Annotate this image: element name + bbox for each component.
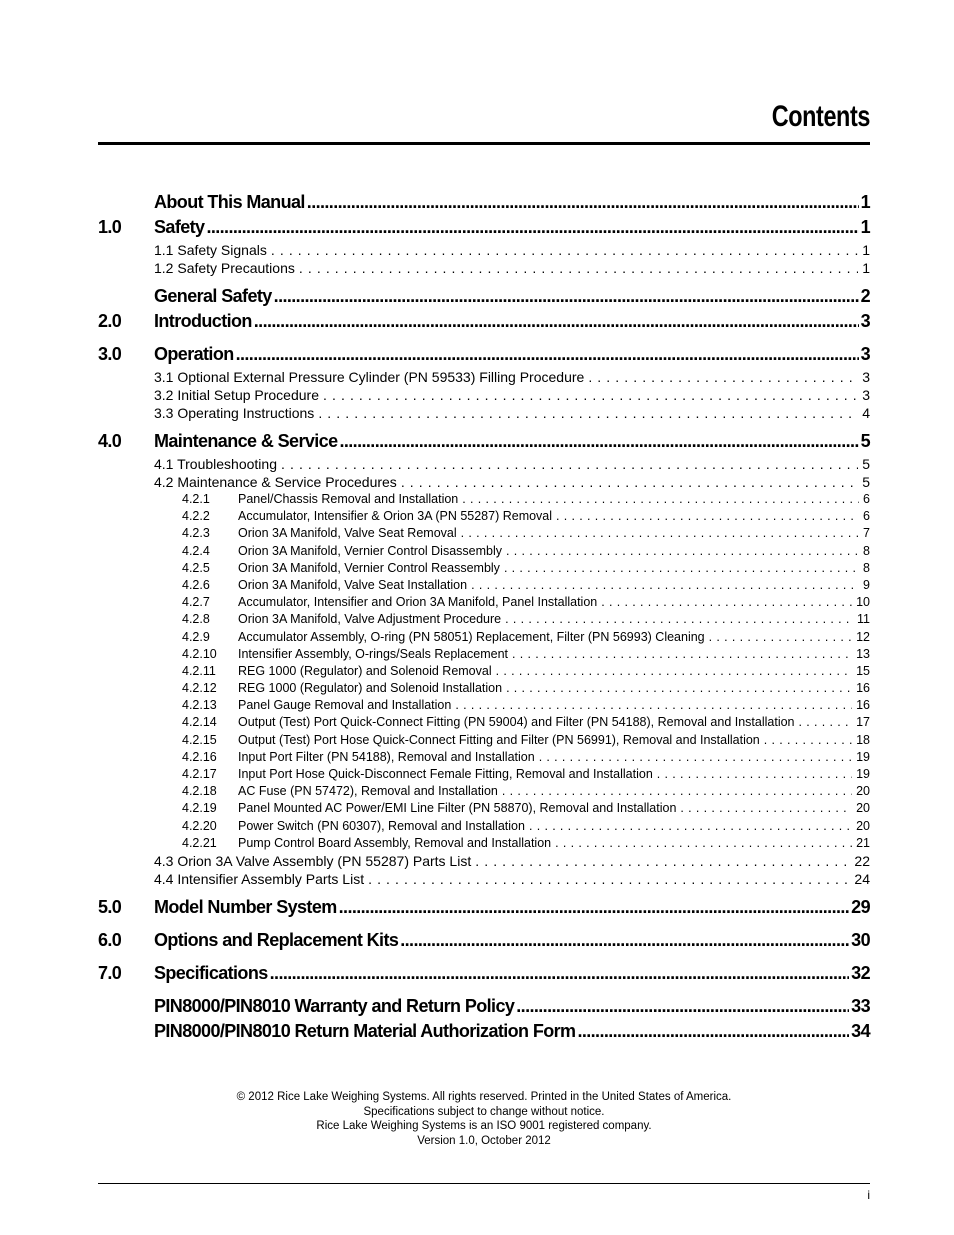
toc-entry-level-1[interactable] [98, 431, 870, 456]
toc-section-number: 4.0 [98, 431, 122, 451]
toc-entry-title: 4.3 Orion 3A Valve Assembly (PN 55287) Parts List [154, 852, 472, 869]
toc-spacer [98, 423, 870, 431]
toc-entry-title: Output (Test) Port Quick-Connect Fitting (PN 59004) and Filter (PN 54188), Removal and Installation [238, 715, 795, 730]
toc-entry-level-3[interactable] [98, 612, 870, 629]
toc-page-number: 17 [856, 715, 870, 730]
toc-dot-leader [529, 819, 852, 833]
toc-page-number: 3 [862, 369, 870, 385]
toc-entry-title: Accumulator, Intensifier and Orion 3A Manifold, Panel Installation [238, 595, 598, 610]
toc-entry-title: Accumulator, Intensifier & Orion 3A (PN 55287) Removal [238, 509, 553, 524]
toc-section-number: 4.2.9 [182, 629, 210, 644]
toc-page-number: 7 [863, 526, 870, 541]
toc-page-number: 8 [863, 560, 870, 575]
toc-entry-level-3[interactable] [98, 492, 870, 509]
toc-section-number: 7.0 [98, 962, 122, 983]
toc-entry-level-3[interactable] [98, 630, 870, 647]
toc-page-number: 3 [860, 344, 870, 364]
toc-dot-leader [709, 630, 852, 644]
page-title: Contents [771, 100, 870, 133]
toc-entry-level-2[interactable] [98, 242, 870, 260]
toc-dot-leader [318, 405, 858, 421]
toc-page-number: 11 [857, 612, 870, 627]
toc-entry-level-3[interactable] [98, 544, 870, 561]
toc-entry-title: Input Port Filter (PN 54188), Removal and Installation [238, 749, 535, 764]
toc-page-number: 15 [856, 663, 870, 678]
copyright-footer [98, 1090, 870, 1148]
toc-dot-leader [516, 996, 849, 1017]
toc-section-number: 4.2.10 [182, 646, 217, 661]
toc-entry-level-1[interactable] [98, 963, 870, 988]
toc-entry-level-2[interactable] [98, 260, 870, 278]
toc-dot-leader [270, 963, 850, 984]
table-of-contents [98, 192, 870, 1046]
toc-page-number: 1 [860, 217, 870, 237]
toc-dot-leader [512, 647, 852, 661]
toc-entry-title: General Safety [154, 286, 272, 306]
toc-entry-title: Pump Control Board Assembly, Removal and Installation [238, 835, 552, 850]
toc-entry-level-2[interactable] [98, 405, 870, 423]
toc-dot-leader [505, 612, 853, 626]
toc-page-number: 8 [863, 543, 870, 558]
toc-section-number: 4.2.21 [182, 835, 217, 850]
toc-spacer [98, 336, 870, 344]
toc-page-number: 19 [856, 749, 870, 764]
toc-section-number: 5.0 [98, 896, 122, 917]
toc-section-number: 4.2.16 [182, 749, 217, 764]
toc-section-number: 4.2.4 [182, 543, 210, 558]
toc-entry-title: Panel Gauge Removal and Installation [238, 698, 452, 713]
toc-dot-leader [299, 260, 858, 276]
toc-entry-title: 4.1 Troubleshooting [154, 456, 277, 472]
toc-page-number: 18 [856, 732, 870, 747]
toc-dot-leader [461, 526, 859, 540]
toc-entry-title: Orion 3A Manifold, Valve Seat Installation [238, 577, 468, 592]
toc-entry-title: Input Port Hose Quick-Disconnect Female Fitting, Removal and Installation [238, 767, 653, 781]
toc-dot-leader [339, 431, 858, 452]
toc-entry-title: Maintenance & Service [154, 431, 338, 451]
toc-entry-level-2[interactable] [98, 456, 870, 474]
toc-dot-leader [577, 1021, 849, 1042]
toc-page-number: 5 [862, 474, 870, 490]
toc-entry-title: Intensifier Assembly, O-rings/Seals Replacement [238, 646, 509, 661]
toc-dot-leader [274, 286, 859, 307]
iso-notice: Rice Lake Weighing Systems is an ISO 9001 registered company. [316, 1120, 652, 1132]
toc-entry-level-3[interactable] [98, 715, 870, 732]
toc-entry-level-2[interactable] [98, 871, 870, 889]
toc-dot-leader [401, 474, 858, 490]
toc-dot-leader [323, 387, 858, 403]
toc-entry-level-1[interactable] [98, 897, 870, 922]
toc-entry-title: REG 1000 (Regulator) and Solenoid Removal [238, 663, 492, 678]
toc-entry-level-1[interactable] [98, 217, 870, 242]
toc-section-number: 4.2.1 [182, 492, 210, 506]
toc-entry-level-1[interactable] [98, 344, 870, 369]
copyright-line: © 2012 Rice Lake Weighing Systems. All rights reserved. Printed in the United States of America. [236, 1091, 732, 1103]
toc-entry-title: Orion 3A Manifold, Valve Adjustment Procedure [238, 612, 502, 627]
toc-dot-leader [588, 369, 858, 385]
toc-dot-leader [339, 897, 850, 918]
toc-entry-title: Operation [154, 344, 234, 364]
toc-page-number: 6 [863, 492, 870, 506]
toc-dot-leader [657, 767, 852, 781]
toc-dot-leader [455, 698, 852, 712]
toc-entry-level-2[interactable] [98, 853, 870, 871]
toc-dot-leader [504, 561, 859, 575]
toc-entry-title: 3.1 Optional External Pressure Cylinder (PN 59533) Filling Procedure [154, 369, 585, 385]
toc-page-number: 20 [856, 784, 870, 799]
toc-entry-level-2[interactable] [98, 387, 870, 405]
toc-page-number: 1 [860, 192, 870, 212]
toc-entry-level-3[interactable] [98, 664, 870, 681]
toc-entry-title: Output (Test) Port Hose Quick-Connect Fitting and Filter (PN 56991), Removal and Installation [238, 732, 760, 747]
toc-dot-leader [539, 750, 852, 764]
toc-section-number: 4.2.14 [182, 715, 217, 730]
toc-dot-leader [680, 801, 852, 815]
toc-page-number: 5 [860, 431, 870, 451]
toc-entry-title: PIN8000/PIN8010 Warranty and Return Policy [154, 995, 515, 1016]
toc-entry-title: 1.1 Safety Signals [154, 242, 267, 258]
toc-entry-level-3[interactable] [98, 647, 870, 664]
toc-entry-level-3[interactable] [98, 698, 870, 715]
toc-entry-level-3[interactable] [98, 578, 870, 595]
toc-entry-level-1[interactable] [98, 286, 870, 311]
toc-page-number: 21 [856, 835, 870, 850]
toc-entry-level-3[interactable] [98, 681, 870, 698]
page-number: i [867, 1188, 870, 1202]
toc-entry-level-3[interactable] [98, 526, 870, 543]
toc-entry-level-3[interactable] [98, 733, 870, 750]
toc-page-number: 24 [854, 870, 870, 887]
toc-dot-leader [799, 715, 853, 729]
toc-entry-title: AC Fuse (PN 57472), Removal and Installation [238, 784, 498, 799]
toc-page-number: 16 [856, 698, 870, 713]
toc-section-number: 3.0 [98, 344, 122, 364]
toc-dot-leader [206, 217, 858, 238]
toc-entry-title: Specifications [154, 962, 268, 983]
toc-section-number: 4.2.20 [182, 818, 217, 833]
toc-entry-level-3[interactable] [98, 561, 870, 578]
toc-dot-leader [271, 242, 858, 258]
toc-dot-leader [496, 664, 852, 678]
footer-divider [98, 1183, 870, 1184]
toc-entry-level-3[interactable] [98, 784, 870, 801]
toc-dot-leader [764, 733, 852, 747]
toc-entry-title: Panel/Chassis Removal and Installation [238, 492, 459, 506]
toc-entry-level-1[interactable] [98, 1021, 870, 1046]
toc-page-number: 1 [862, 260, 870, 276]
toc-dot-leader [506, 681, 852, 695]
toc-section-number: 4.2.19 [182, 801, 217, 816]
toc-spacer [98, 889, 870, 897]
toc-page-number: 4 [862, 405, 870, 421]
toc-entry-level-3[interactable] [98, 801, 870, 818]
toc-dot-leader [368, 871, 850, 887]
toc-section-number: 4.2.12 [182, 681, 217, 696]
toc-entry-level-3[interactable] [98, 819, 870, 836]
toc-entry-level-1[interactable] [98, 930, 870, 955]
title-divider [98, 142, 870, 145]
toc-entry-title: Orion 3A Manifold, Valve Seat Removal [238, 526, 457, 541]
toc-entry-title: Orion 3A Manifold, Vernier Control Disassembly [238, 543, 503, 558]
toc-entry-level-3[interactable] [98, 767, 870, 784]
toc-section-number: 6.0 [98, 929, 122, 950]
toc-entry-title: Safety [154, 217, 205, 237]
toc-dot-leader [281, 456, 858, 472]
toc-entry-title: Model Number System [154, 896, 337, 917]
toc-spacer [98, 988, 870, 996]
toc-page-number: 32 [851, 962, 870, 983]
toc-entry-level-3[interactable] [98, 836, 870, 853]
toc-section-number: 4.2.6 [182, 577, 210, 592]
toc-page-number: 12 [856, 629, 870, 644]
toc-page-number: 2 [860, 286, 870, 306]
toc-section-number: 4.2.2 [182, 509, 210, 524]
toc-entry-title: 3.2 Initial Setup Procedure [154, 387, 319, 403]
toc-dot-leader [307, 192, 859, 213]
toc-dot-leader [555, 836, 852, 850]
toc-entry-level-1[interactable] [98, 192, 870, 217]
toc-section-number: 4.2.7 [182, 595, 210, 610]
toc-section-number: 1.0 [98, 217, 122, 237]
toc-section-number: 4.2.17 [182, 767, 217, 781]
toc-entry-level-3[interactable] [98, 750, 870, 767]
toc-page-number: 9 [863, 577, 870, 592]
toc-page-number: 13 [856, 646, 870, 661]
toc-dot-leader [400, 930, 849, 951]
toc-spacer [98, 922, 870, 930]
toc-section-number: 4.2.3 [182, 526, 210, 541]
toc-page-number: 19 [856, 767, 870, 781]
toc-dot-leader [601, 595, 852, 609]
toc-entry-title: Power Switch (PN 60307), Removal and Installation [238, 818, 525, 833]
toc-section-number: 4.2.13 [182, 698, 217, 713]
toc-entry-title: Orion 3A Manifold, Vernier Control Reassembly [238, 560, 500, 575]
toc-entry-title: Options and Replacement Kits [154, 929, 399, 950]
toc-page-number: 3 [862, 387, 870, 403]
toc-entry-title: Panel Mounted AC Power/EMI Line Filter (PN 58870), Removal and Installation [238, 801, 677, 816]
toc-entry-title: PIN8000/PIN8010 Return Material Authorization Form [154, 1020, 576, 1041]
toc-section-number: 4.2.15 [182, 732, 217, 747]
toc-dot-leader [236, 344, 859, 365]
toc-section-number: 2.0 [98, 311, 122, 331]
toc-dot-leader [556, 509, 859, 523]
toc-page-number: 6 [863, 509, 870, 524]
toc-spacer [98, 278, 870, 286]
toc-entry-title: 3.3 Operating Instructions [154, 405, 315, 421]
toc-dot-leader [471, 578, 859, 592]
toc-page-number: 30 [851, 929, 870, 950]
toc-entry-level-2[interactable] [98, 369, 870, 387]
toc-section-number: 4.2.18 [182, 784, 217, 799]
toc-entry-level-1[interactable] [98, 996, 870, 1021]
toc-dot-leader [462, 492, 859, 506]
toc-page-number: 34 [851, 1020, 870, 1041]
toc-page-number: 20 [856, 801, 870, 816]
toc-page-number: 5 [862, 456, 870, 472]
toc-page-number: 16 [856, 681, 870, 696]
toc-page-number: 20 [856, 818, 870, 833]
toc-dot-leader [502, 784, 852, 798]
specifications-notice: Specifications subject to change without notice. [363, 1105, 605, 1118]
toc-entry-title: Accumulator Assembly, O-ring (PN 58051) Replacement, Filter (PN 56993) Cleaning [238, 629, 705, 644]
toc-entry-level-2[interactable] [98, 474, 870, 492]
toc-dot-leader [506, 544, 859, 558]
toc-entry-title: 4.4 Intensifier Assembly Parts List [154, 870, 365, 887]
toc-entry-title: About This Manual [154, 192, 305, 212]
toc-page-number: 33 [851, 995, 870, 1016]
toc-entry-title: REG 1000 (Regulator) and Solenoid Installation [238, 681, 503, 696]
toc-section-number: 4.2.5 [182, 560, 210, 575]
toc-dot-leader [475, 853, 850, 869]
toc-dot-leader [254, 311, 859, 332]
toc-entry-level-1[interactable] [98, 311, 870, 336]
toc-entry-title: 4.2 Maintenance & Service Procedures [154, 474, 397, 490]
toc-page-number: 10 [856, 595, 870, 610]
toc-section-number: 4.2.8 [182, 612, 210, 627]
toc-page-number: 1 [862, 242, 870, 258]
toc-entry-level-3[interactable] [98, 509, 870, 526]
toc-entry-title: 1.2 Safety Precautions [154, 260, 295, 276]
toc-page-number: 22 [854, 852, 870, 869]
toc-page-number: 29 [851, 896, 870, 917]
toc-spacer [98, 955, 870, 963]
toc-entry-level-3[interactable] [98, 595, 870, 612]
toc-page-number: 3 [860, 311, 870, 331]
version-line: Version 1.0, October 2012 [417, 1134, 551, 1147]
toc-section-number: 4.2.11 [182, 663, 216, 678]
toc-entry-title: Introduction [154, 311, 252, 331]
